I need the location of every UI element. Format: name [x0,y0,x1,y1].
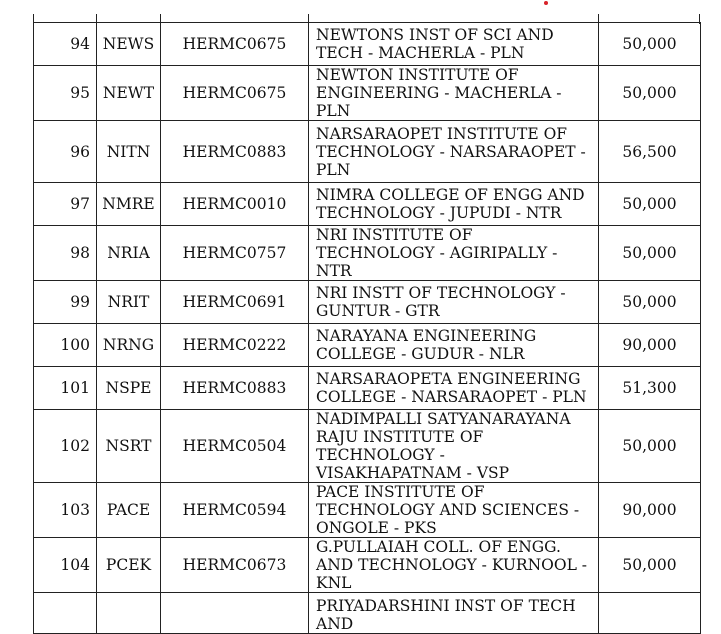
college-name: NARSARAOPETA ENGINEERING COLLEGE - NARSARAOPET - PLN [309,367,599,410]
college-code: NEWT [97,66,161,121]
table-row [34,23,701,66]
table-row [34,281,701,324]
college-name: NIMRA COLLEGE OF ENGG AND TECHNOLOGY - JUPUDI - NTR [309,183,599,226]
table-row [34,226,701,281]
hermc-number: HERMC0675 [161,66,309,121]
fee-amount: 90,000 [599,483,701,538]
college-code: NSPE [97,367,161,410]
serial-number: 103 [34,483,97,538]
fee-amount: 90,000 [599,324,701,367]
college-name: NEWTONS INST OF SCI AND TECH - MACHERLA - PLN [309,23,599,66]
college-name: NARSARAOPET INSTITUTE OF TECHNOLOGY - NARSARAOPET - PLN [309,121,599,183]
serial-number [34,593,97,634]
serial-number: 94 [34,23,97,66]
college-code: PACE [97,483,161,538]
college-code: NRIT [97,281,161,324]
college-name: NEWTON INSTITUTE OF ENGINEERING - MACHERLA - PLN [309,66,599,121]
serial-number: 102 [34,410,97,483]
fee-amount: 50,000 [599,281,701,324]
college-fee-table [33,22,701,634]
college-name: NADIMPALLI SATYANARAYANA RAJU INSTITUTE OF TECHNOLOGY - VISAKHAPATNAM - VSP [309,410,599,483]
table-row [34,483,701,538]
college-name: G.PULLAIAH COLL. OF ENGG. AND TECHNOLOGY - KURNOOL - KNL [309,538,599,593]
college-name: NRI INSTITUTE OF TECHNOLOGY - AGIRIPALLY - NTR [309,226,599,281]
hermc-number: HERMC0883 [161,367,309,410]
hermc-number: HERMC0691 [161,281,309,324]
table-row [34,183,701,226]
college-name: NRI INSTT OF TECHNOLOGY - GUNTUR - GTR [309,281,599,324]
table-row [34,538,701,593]
table-row [34,367,701,410]
table-row [34,66,701,121]
fee-amount: 50,000 [599,23,701,66]
hermc-number: HERMC0757 [161,226,309,281]
fee-amount: 56,500 [599,121,701,183]
table-header-stubs [0,0,721,24]
serial-number: 99 [34,281,97,324]
hermc-number: HERMC0883 [161,121,309,183]
serial-number: 97 [34,183,97,226]
table-row-partial [34,593,701,634]
fee-amount [599,593,701,634]
college-code: NSRT [97,410,161,483]
hermc-number [161,593,309,634]
serial-number: 96 [34,121,97,183]
table-row [34,324,701,367]
college-code: NRNG [97,324,161,367]
fee-amount: 50,000 [599,410,701,483]
college-name: PRIYADARSHINI INST OF TECH AND [309,593,599,634]
college-code: NITN [97,121,161,183]
college-code [97,593,161,634]
college-code: NEWS [97,23,161,66]
table-row [34,410,701,483]
fee-amount: 50,000 [599,66,701,121]
hermc-number: HERMC0675 [161,23,309,66]
fee-amount: 50,000 [599,183,701,226]
college-code: NRIA [97,226,161,281]
serial-number: 101 [34,367,97,410]
serial-number: 104 [34,538,97,593]
hermc-number: HERMC0594 [161,483,309,538]
hermc-number: HERMC0673 [161,538,309,593]
serial-number: 100 [34,324,97,367]
college-code: PCEK [97,538,161,593]
hermc-number: HERMC0504 [161,410,309,483]
serial-number: 95 [34,66,97,121]
serial-number: 98 [34,226,97,281]
college-code: NMRE [97,183,161,226]
hermc-number: HERMC0222 [161,324,309,367]
college-name: PACE INSTITUTE OF TECHNOLOGY AND SCIENCES - ONGOLE - PKS [309,483,599,538]
fee-amount: 50,000 [599,538,701,593]
fee-amount: 50,000 [599,226,701,281]
hermc-number: HERMC0010 [161,183,309,226]
college-name: NARAYANA ENGINEERING COLLEGE - GUDUR - NLR [309,324,599,367]
fee-amount: 51,300 [599,367,701,410]
table-row [34,121,701,183]
